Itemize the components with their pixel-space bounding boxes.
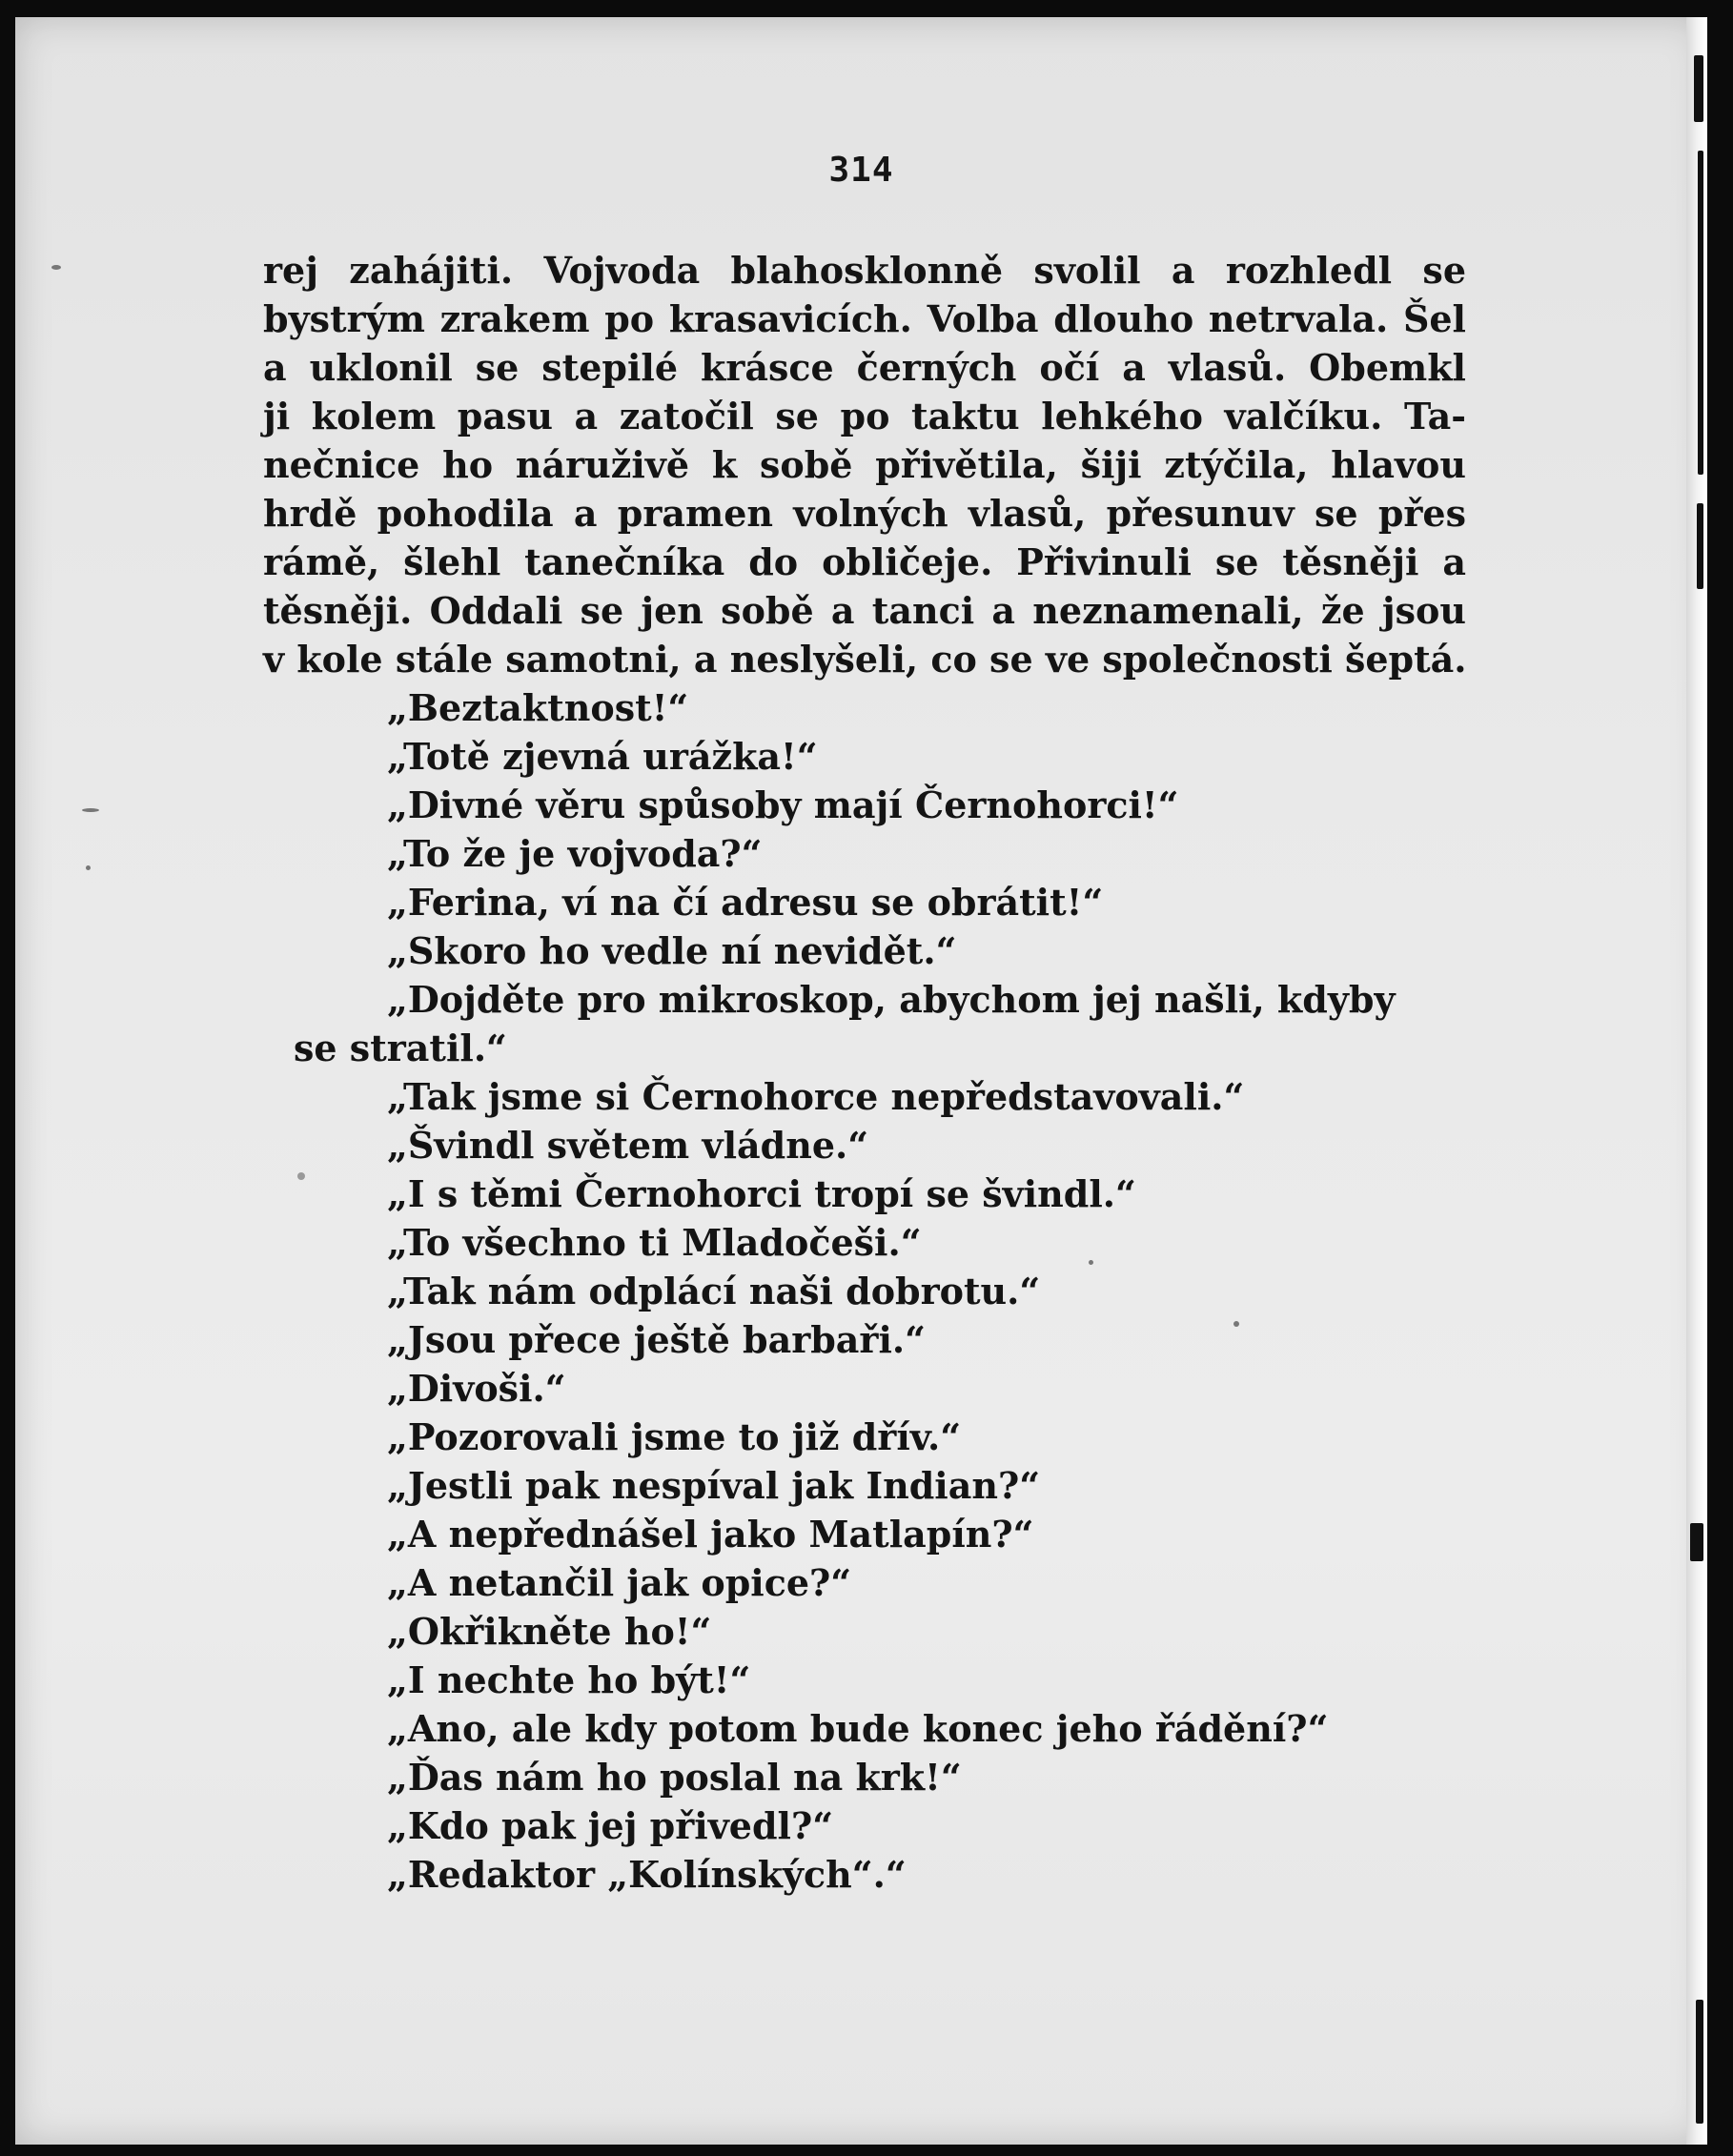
dialogue-line: „Švindl světem vládne.“ xyxy=(387,1124,869,1167)
scan-speck xyxy=(82,808,99,812)
dialogue-line: „Totě zjevná urážka!“ xyxy=(387,735,818,778)
binding-mark-top xyxy=(1694,55,1703,122)
paragraph-line: nečnice ho náruživě k sobě přivětila, šiji ztýčila, hlavou xyxy=(263,443,1466,486)
dialogue-line: „To všechno ti Mladočeši.“ xyxy=(387,1221,922,1264)
paragraph-line: bystrým zrakem po krasavicích. Volba dlouho netrvala. Šel xyxy=(263,297,1466,340)
dialogue-line: „Tak nám odplácí naši dobrotu.“ xyxy=(387,1270,1041,1312)
dialogue-line: „A netančil jak opice?“ xyxy=(387,1561,852,1604)
dialogue-line: „Tak jsme si Černohorce nepředstavovali.“ xyxy=(387,1075,1245,1118)
page-number: 314 xyxy=(828,151,894,190)
page-text xyxy=(263,246,1466,1899)
binding-mark-middle xyxy=(1697,503,1703,589)
dialogue-line: „I s těmi Černohorci tropí se švindl.“ xyxy=(387,1172,1136,1215)
dialogue-line: „Jsou přece ještě barbaři.“ xyxy=(387,1318,926,1361)
paragraph-line: rej zahájiti. Vojvoda blahosklonně svolil a rozhledl se xyxy=(263,249,1466,292)
dialogue-line: „Dojděte pro mikroskop, abychom jej našli, kdyby xyxy=(387,978,1396,1021)
dialogue-line: „Pozorovali jsme to již dřív.“ xyxy=(387,1415,962,1458)
scan-speck xyxy=(86,865,91,870)
scan-speck xyxy=(51,265,61,270)
paragraph-line: v kole stále samotni, a neslyšeli, co se ve společnosti šeptá. xyxy=(263,638,1467,681)
binding-mark-clip xyxy=(1690,1523,1703,1561)
paragraph-line: ji kolem pasu a zatočil se po taktu lehkého valčíku. Ta- xyxy=(263,395,1466,437)
paragraph-line: a uklonil se stepilé krásce černých očí a vlasů. Obemkl xyxy=(263,346,1466,389)
paragraph-line: rámě, šlehl tanečníka do obličeje. Přivinuli se těsněji a xyxy=(263,540,1466,583)
dialogue-line: „Ferina, ví na čí adresu se obrátit!“ xyxy=(387,881,1104,924)
dialogue-line: „Divné věru spůsoby mají Černohorci!“ xyxy=(387,783,1179,826)
page-edge xyxy=(1686,17,1707,2145)
dialogue-line: „Skoro ho vedle ní nevidět.“ xyxy=(387,929,957,972)
dialogue-line: „Ďas nám ho poslal na krk!“ xyxy=(387,1756,962,1799)
binding-mark-upper xyxy=(1698,151,1703,475)
paragraph-line: těsněji. Oddali se jen sobě a tanci a neznamenali, že jsou xyxy=(263,589,1466,632)
paragraph-line: hrdě pohodila a pramen volných vlasů, přesunuv se přes xyxy=(263,492,1466,535)
dialogue-continuation: se stratil.“ xyxy=(294,1027,507,1069)
dialogue-line: „Beztaktnost!“ xyxy=(387,686,689,729)
dialogue-line: „Kdo pak jej přivedl?“ xyxy=(387,1804,834,1847)
book-page xyxy=(15,17,1707,2145)
dialogue-line: „To že je vojvoda?“ xyxy=(387,832,763,875)
dialogue-line: „Ano, ale kdy potom bude konec jeho řádění?“ xyxy=(387,1707,1329,1750)
dialogue-line: „Okřikněte ho!“ xyxy=(387,1610,712,1653)
dialogue-line: „Jestli pak nespíval jak Indian?“ xyxy=(387,1464,1041,1507)
dialogue-line: „A nepřednášel jako Matlapín?“ xyxy=(387,1513,1034,1556)
binding-mark-bottom xyxy=(1696,2000,1703,2124)
dialogue-line: „Redaktor „Kolínských“.“ xyxy=(387,1853,907,1896)
dialogue-line: „Divoši.“ xyxy=(387,1367,566,1410)
dialogue-line: „I nechte ho být!“ xyxy=(387,1658,751,1701)
